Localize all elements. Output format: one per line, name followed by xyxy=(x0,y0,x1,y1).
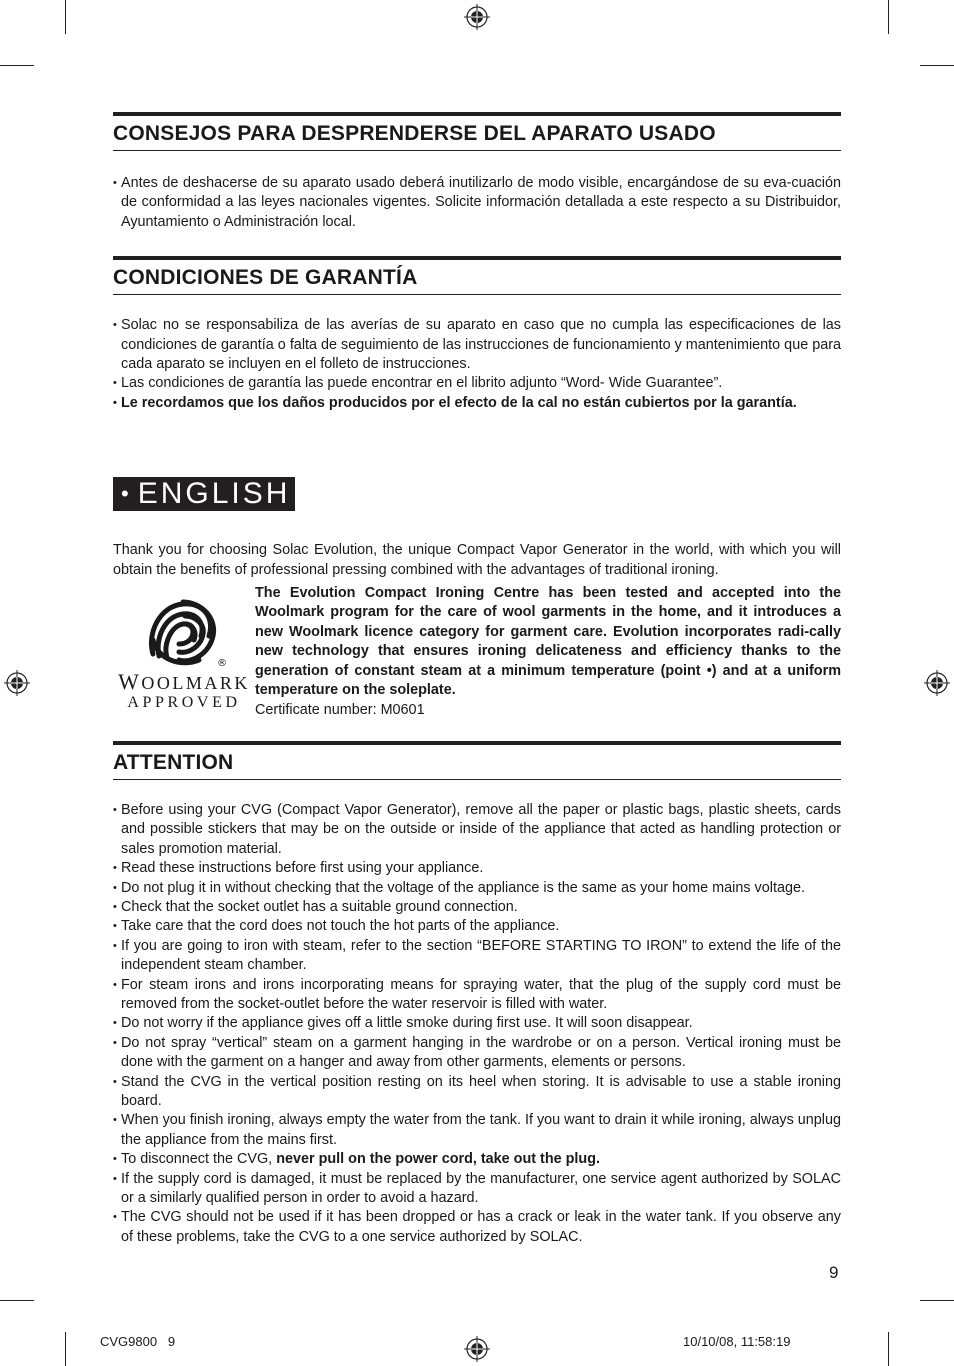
bullet-list xyxy=(113,316,841,413)
registration-mark-icon xyxy=(924,670,950,696)
list-item: • Do not worry if the appliance gives off a little smoke during first use. It will soon disappear. xyxy=(113,1014,841,1033)
list-item xyxy=(113,1150,841,1169)
list-item: • For steam irons and irons incorporating means for spraying water, that the plug of the supply cord must be removed from the socket-outlet before the water reservoir is filled with water. xyxy=(113,976,841,1015)
list-item: • Stand the CVG in the vertical position resting on its heel when storing. It is advisable to use a stable ironing board. xyxy=(113,1073,841,1112)
disconnect-text: To disconnect the CVG, xyxy=(121,1151,277,1168)
woolmark-logo xyxy=(113,584,255,720)
section-title: CONSEJOS PARA DESPRENDERSE DEL APARATO USADO xyxy=(113,122,716,145)
crop-mark xyxy=(888,0,889,34)
list-item: • Before using your CVG (Compact Vapor Generator), remove all the paper or plastic bags, plastic sheets, cards and possible stickers that may be on the outside or inside of the appliance that acted as handling protection or sales promotion material. xyxy=(113,801,841,859)
list-item: • If the supply cord is damaged, it must be replaced by the manufacturer, one service agent authorized by SOLAC or a similarly qualified person in order to avoid a hazard. xyxy=(113,1170,841,1209)
section-title: CONDICIONES DE GARANTÍA xyxy=(113,266,418,290)
registration-mark-icon xyxy=(4,670,30,696)
woolmark-description xyxy=(255,584,841,720)
section-heading-attention xyxy=(113,741,841,780)
woolmark-approved: APPROVED xyxy=(127,694,241,712)
crop-mark xyxy=(65,0,66,34)
list-item: • When you finish ironing, always empty the water from the tank. If you want to drain it while ironing, always unplug the appliance from the mains first. xyxy=(113,1111,841,1150)
woolmark-icon xyxy=(139,594,229,670)
crop-mark xyxy=(920,1300,954,1301)
crop-mark xyxy=(920,65,954,66)
section-heading-warranty xyxy=(113,256,841,295)
bullet-list xyxy=(113,174,841,232)
registered-mark: ® xyxy=(217,658,227,670)
woolmark-name: OOLMARK xyxy=(141,673,250,694)
disconnect-warning: never pull on the power cord, take out the plug. xyxy=(276,1151,601,1168)
language-banner xyxy=(113,477,295,511)
certificate-number: Certificate number: M0601 xyxy=(255,701,425,718)
woolmark-block xyxy=(113,584,841,720)
crop-mark xyxy=(888,1332,889,1366)
list-item: • The CVG should not be used if it has been dropped or has a crack or leak in the water tank. If you observe any of these problems, take the CVG to a one service authorized by SOLAC. xyxy=(113,1208,841,1247)
list-item: • If you are going to iron with steam, refer to the section “BEFORE STARTING TO IRON” to extend the life of the independent steam chamber. xyxy=(113,937,841,976)
list-item: • Check that the socket outlet has a suitable ground connection. xyxy=(113,898,841,917)
page-content xyxy=(113,112,841,1247)
woolmark-wordmark xyxy=(118,669,250,695)
crop-mark xyxy=(0,1300,34,1301)
list-item: • Read these instructions before first using your appliance. xyxy=(113,859,841,878)
footer-left: CVG9800 9 xyxy=(100,1334,176,1349)
registration-mark-icon xyxy=(464,4,490,30)
list-item: • Las condiciones de garantía las puede encontrar en el librito adjunto “Word- Wide Guarantee”. xyxy=(113,374,841,393)
bullet-icon: • xyxy=(121,481,129,507)
list-item: • Do not plug it in without checking that the voltage of the appliance is the same as your home mains voltage. xyxy=(113,879,841,898)
registration-mark-icon xyxy=(464,1336,490,1362)
section-heading-disposal xyxy=(113,112,841,151)
page-number: 9 xyxy=(829,1263,839,1282)
list-item: • Do not spray “vertical” steam on a garment hanging in the wardrobe or on a person. Vertical ironing must be done with the garment on a hanger and away from other garments, elements or persons. xyxy=(113,1034,841,1073)
section-title: ATTENTION xyxy=(113,750,234,774)
intro-paragraph: Thank you for choosing Solac Evolution, the unique Compact Vapor Generator in the world, with which you will obtain the benefits of professional pressing combined with the advantages of traditional ironing. xyxy=(113,542,841,578)
bullet-list xyxy=(113,801,841,1247)
woolmark-statement: The Evolution Compact Ironing Centre has been tested and accepted into the Woolmark program for the care of wool garments in the home, and it introduces a new Woolmark licence category for garment care. Evolution incorporates radi-cally new technology that ensures ironing delicateness and efficiency thanks to the generation of constant steam at a minimum temperature (point •) and at a uniform temperature on the soleplate. xyxy=(255,585,841,699)
woolmark-initial: W xyxy=(118,669,142,695)
list-item: • Antes de deshacerse de su aparato usado deberá inutilizarlo de modo visible, encargándose de su eva-cuación de conformidad a las leyes nacionales vigentes. Solicite información detallada a este respecto a su Distribuidor, Ayuntamiento o Administración local. xyxy=(113,174,841,232)
list-item: • Take care that the cord does not touch the hot parts of the appliance. xyxy=(113,917,841,936)
crop-mark xyxy=(0,65,34,66)
footer-right: 10/10/08, 11:58:19 xyxy=(683,1334,791,1349)
list-item: • Le recordamos que los daños producidos por el efecto de la cal no están cubiertos por la garantía. xyxy=(113,394,841,413)
list-item: • Solac no se responsabiliza de las averías de su aparato en caso que no cumpla las especificaciones de las condiciones de garantía o falta de seguimiento de las instrucciones de funcionamiento y mantenimiento que para cada aparato se incluyen en el folleto de instrucciones. xyxy=(113,316,841,374)
language-label: ENGLISH xyxy=(137,477,291,511)
crop-mark xyxy=(65,1332,66,1366)
